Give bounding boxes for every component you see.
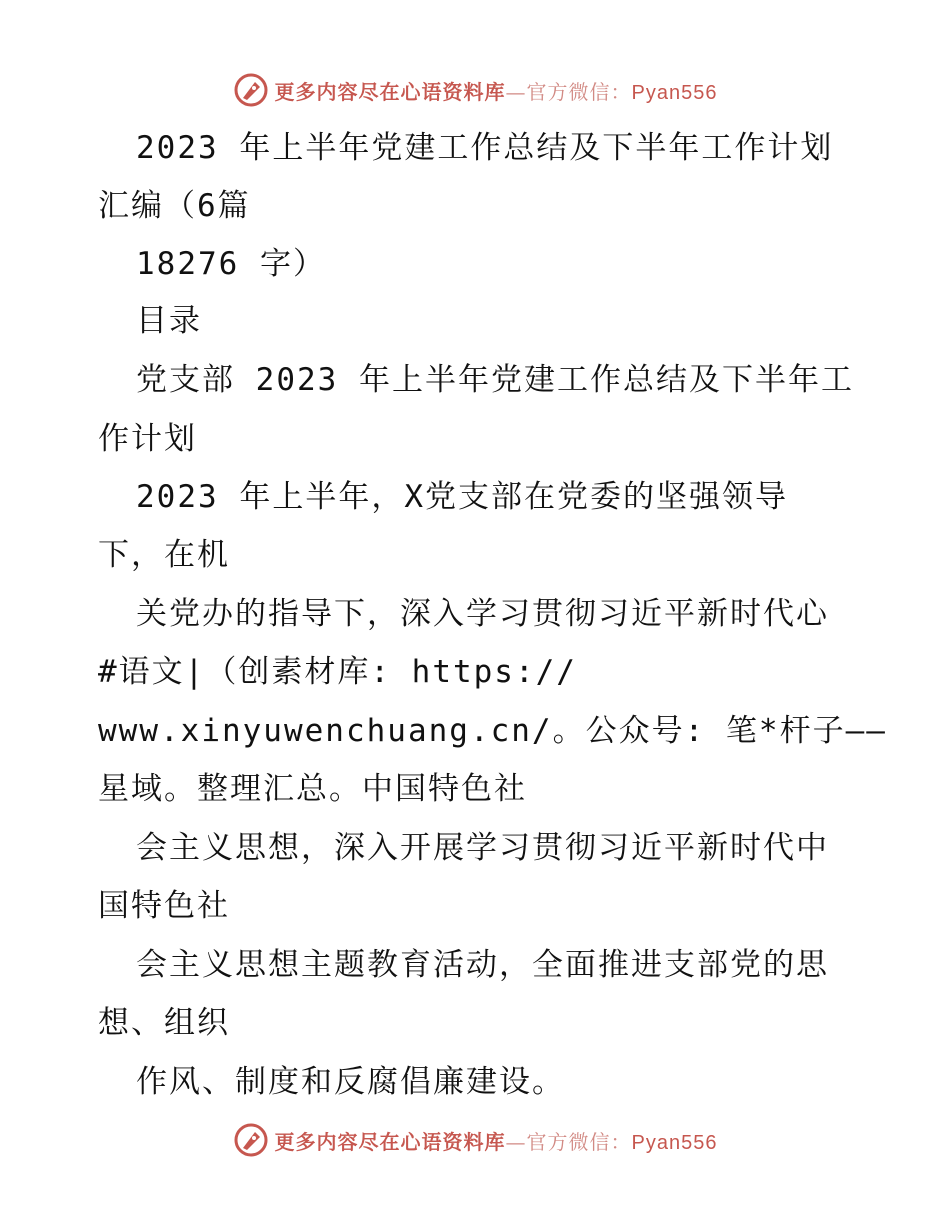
text-line: 星域。整理汇总。中国特色社 (98, 771, 527, 807)
text-line: 国特色社 (98, 888, 230, 924)
text-line: 关党办的指导下，深入学习贯彻习近平新时代心 (136, 596, 829, 632)
text-line: 下，在机 (98, 537, 230, 573)
text-line: 作风、制度和反腐倡廉建设。 (136, 1064, 565, 1100)
text-line: 2023 年上半年党建工作总结及下半年工作计划 (136, 130, 834, 166)
text-line: 党支部 2023 年上半年党建工作总结及下半年工 (136, 362, 854, 398)
text-line: 作计划 (98, 421, 197, 457)
banner-text: 更多内容尽在心语资料库—官方微信：Pyan556 (274, 79, 718, 104)
text-line: 会主义思想，深入开展学习贯彻习近平新时代中 (136, 830, 829, 866)
pen-nib-logo-icon (233, 1122, 269, 1158)
text-line: 18276 字） (136, 246, 326, 282)
banner-text: 更多内容尽在心语资料库—官方微信：Pyan556 (274, 1129, 718, 1154)
text-line: 目录 (136, 303, 202, 339)
text-line: #语文|（创素材库: https:// (98, 654, 577, 690)
text-line: 汇编（6篇 (98, 188, 251, 224)
footer-banner (0, 1120, 950, 1160)
text-line: 想、组织 (98, 1005, 230, 1041)
text-line: 会主义思想主题教育活动，全面推进支部党的思 (136, 947, 829, 983)
text-line: www.xinyuwenchuang.cn/。公众号: 笔*杆子—— (98, 713, 887, 749)
text-line: 2023 年上半年，X党支部在党委的坚强领导 (136, 479, 788, 515)
